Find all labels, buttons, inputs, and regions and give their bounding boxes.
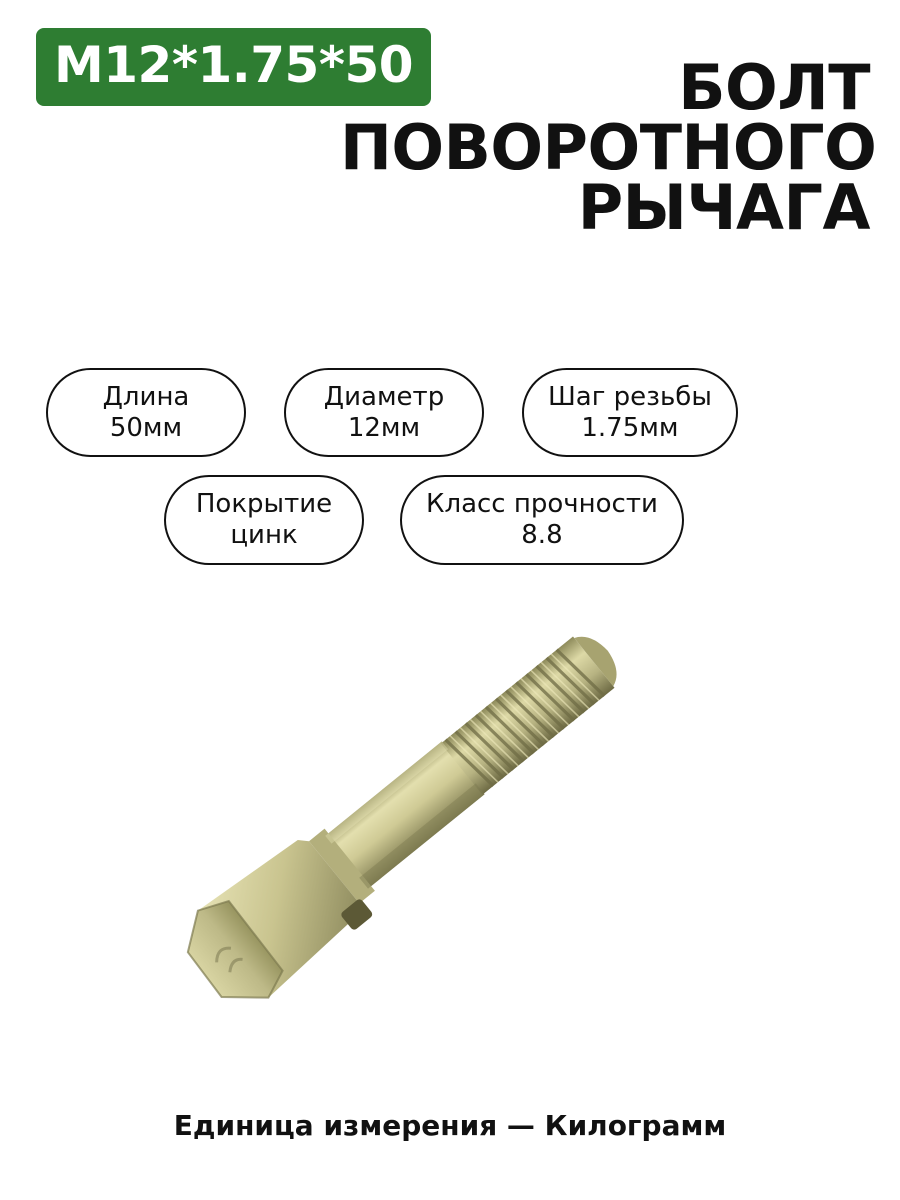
- spec-row-1: [46, 368, 874, 457]
- spec-label: Диаметр: [323, 382, 445, 412]
- spec-pill-length: [46, 368, 246, 457]
- page-title-line-3: РЫЧАГА: [577, 171, 870, 245]
- spec-value: 1.75мм: [581, 412, 679, 443]
- bolt-illustration: [0, 600, 900, 1040]
- spec-pill-strength-class: [400, 475, 684, 564]
- spec-label: Длина: [102, 382, 190, 412]
- spec-label: Покрытие: [195, 489, 333, 520]
- page-title-line-2: ПОВОРОТНОГО: [340, 111, 877, 185]
- spec-pill-coating: [164, 475, 364, 564]
- page-title: [340, 51, 877, 245]
- spec-row-2: [46, 475, 874, 564]
- spec-list: [46, 368, 874, 583]
- spec-label: Шаг резьбы: [548, 382, 712, 412]
- spec-value: цинк: [230, 520, 298, 551]
- spec-value: 50мм: [109, 412, 183, 443]
- spec-label: Класс прочности: [426, 489, 658, 520]
- size-badge: M12*1.75*50: [36, 28, 431, 106]
- page-title-line-1: БОЛТ: [678, 51, 870, 124]
- spec-value: 8.8: [521, 520, 563, 551]
- unit-of-measure: Единица измерения — Килограмм: [173, 1109, 727, 1142]
- header: [36, 28, 877, 245]
- spec-pill-thread-pitch: [522, 368, 738, 457]
- product-photo: [0, 600, 900, 1040]
- spec-value: 12мм: [347, 412, 421, 443]
- spec-pill-diameter: [284, 368, 484, 457]
